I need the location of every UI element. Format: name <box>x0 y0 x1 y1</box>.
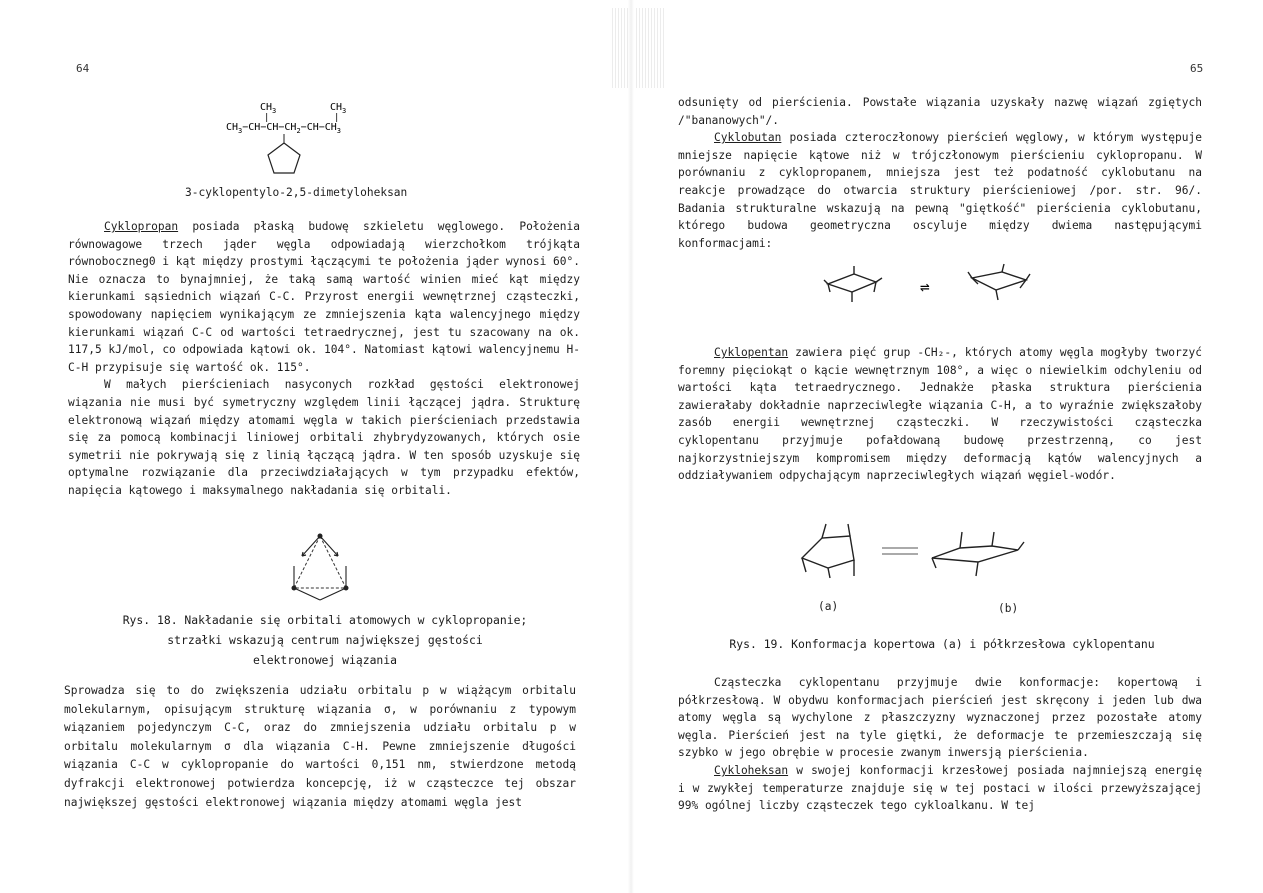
cyclobutane-conformer-2 <box>968 264 1030 300</box>
page-number: 65 <box>1190 62 1204 75</box>
equilibrium-lines <box>882 548 918 554</box>
paragraph-text: posiada płaską budowę szkieletu węglowego. Położenia równowagowe trzech jąder węgla odpowiadają wierzchołkom trójkąta równoboczneg0 i kąt między prostymi łączącymi te położenia jąder wynosi 60°. Nie oznacza to bynajmniej, że taką samą wartość winien mieć kąt między kierunkami sąsiednich wiązań C-C. Przyrost energii wewnętrznej cząsteczki, spowodowany napięciem wynikającym ze zmniejszenia kąta walencyjnego między kierunkami wiązań C-C od wartości tetraedrycznej, jest tu szacowany na ok. 117,5 kJ/mol, co odpowiada kątowi ok. 104°. Natomiast kątowi walencyjnemu H-C-H przypisuje się wartość ok. 115°. <box>68 220 580 374</box>
orbital-overlap-diagram <box>280 522 360 606</box>
term-cyclopentane: Cyklopentan <box>714 346 789 359</box>
cyclopentane-conformations <box>792 518 1052 588</box>
label-a: (a) <box>818 600 839 613</box>
caption-line: elektronowej wiązania <box>252 653 397 667</box>
right-page <box>632 0 1263 893</box>
half-chair-conformation <box>932 532 1024 576</box>
figure-caption <box>90 610 560 670</box>
paragraph <box>678 94 1202 252</box>
compound-name: 3-cyklopentylo-2,5-dimetyloheksan <box>185 186 408 199</box>
cyclobutane-conformations <box>822 262 1052 312</box>
envelope-conformation <box>802 524 854 578</box>
figure-caption: Rys. 19. Konformacja kopertowa (a) i półkrzesłowa cyklopentanu <box>729 637 1155 651</box>
main-chain: $CH_3-CH-CH-CH_2-CH-CH_3$ <box>226 122 342 135</box>
bond-mark: | <box>334 113 340 123</box>
cyclopentyl-ring <box>268 143 300 173</box>
paragraph: Sprowadza się to do zwiększenia udziału orbitalu p w wiążącym orbitalu molekularnym, opisującym strukturę wiązania σ, w porównaniu z typowym wiązaniem pojedynczym C-C, oraz do zmniejszenia udziału orbitalu p w orbitalu molekularnym σ dla wiązania C-H. Pewne zmniejszenie długości wiązania C-C w cyklopropanie do wartości 0,151 nm, stwierdzone metodą dyfrakcji elektronowej potwierdza koncepcję, iż w cząsteczce tej obszar największej gęstości elektronowej wiązania między atomami węgla jest <box>64 684 576 809</box>
term-cyclopropane: Cyklopropan <box>104 220 179 233</box>
caption-line: Rys. 18. Nakładanie się orbitali atomowych w cyklopropanie; <box>122 613 528 627</box>
paragraph-text: zawiera pięć grup -CH₂-, których atomy węgla mogłyby tworzyć foremny pięciokąt o kącie wewnętrznym 108°, a więc o niewielkim odchyleniu od wartości kąta tetraedrycznego. Jednakże płaska struktura pierścienia zawierałaby dokładnie naprzeciwległe wiązania C-H, a to wyraźnie zwiększałoby zasób energii wewnętrznej cząsteczki. W rzeczywistości cząsteczka cyklopentanu przyjmuje pofałdowaną budowę przestrzenną, co jest najkorzystniejszym kompromisem między deformacją kątów walencyjnych a oddziaływaniem odpychającym naprzeciwległych wiązań węgiel-wodór. <box>678 346 1202 483</box>
paragraph-text: Cząsteczka cyklopentanu przyjmuje dwie konformacje: kopertową i półkrzesłową. W obydwu konformacjach pierścień jest skręcony i jeden lub dwa atomy węgla są wychylone z płaszczyzny wyznaczonej przez pozostałe atomy węgla. Pierścień jest na tyle giętki, że deformacje te przemieszczają się szybko w jego obrębie w procesie zwanym inwersją pierścienia. <box>678 676 1202 760</box>
paragraph-text: posiada czteroczłonowy pierścień węglowy, w którym występuje mniejsze napięcie kątowe niż w trójczłonowym pierścieniu cyklopropanu. W porównaniu z cyklopropanem, mniejsza jest też podatność cyklobutanu na reakcje prowadzące do otwarcia struktury pierścieniowej /por. str. 96/. Badania strukturalne wskazują na pewną "giętkość" pierścienia cyklobutanu, którego budowa geometryczna oscyluje między dwiema następującymi konformacjami: <box>678 131 1202 250</box>
cyclobutane-conformer-1 <box>824 266 882 302</box>
paragraph <box>678 674 1202 815</box>
methyl-label: $CH_3$ <box>330 102 347 115</box>
paragraph-text: odsunięty od pierścienia. Powstałe wiązania uzyskały nazwę wiązań zgiętych /"bananowych"/. <box>678 96 1202 127</box>
paragraph-text: W małych pierścieniach nasyconych rozkład gęstości elektronowej wiązania nie musi być symetryczny względem linii łączącej jądra. Strukturę elektronową wiązań między atomami węgla w takich pierścieniach przedstawia się za pomocą kombinacji liniowej orbitali zhybrydyzowanych, których osie symetrii nie pokrywają się z linią łączącą jądra. W ten sposób uzyskuje się optymalne rozwiązanie dla przeciwdziałających w tym przypadku efektów, napięcia kątowego i maksymalnego nakładania się orbitali. <box>68 378 580 497</box>
equilibrium-arrow: ⇌ <box>920 277 930 296</box>
cyclopropane-triangle <box>294 536 346 588</box>
term-cyclobutane: Cyklobutan <box>714 131 782 145</box>
term-cyclohexane: Cykloheksan <box>714 763 789 777</box>
label-b: (b) <box>998 602 1019 615</box>
bond-mark: | <box>264 113 270 123</box>
paragraph <box>68 218 580 500</box>
left-page <box>0 0 631 893</box>
paragraph <box>678 344 1202 485</box>
arrow-heads <box>302 552 338 556</box>
paragraph-text: w swojej konformacji krzesłowej posiada najmniejszą energię i w zwykłej temperaturze znajduje się w tej postaci w ilości przewyższającej 99% ogólnej liczby cząsteczek tego cykloalkanu. W tej <box>678 763 1202 813</box>
structural-formula <box>214 98 384 178</box>
page-number: 64 <box>76 62 90 75</box>
orbital-arrows <box>294 536 346 600</box>
methyl-label: $CH_3$ <box>260 102 277 115</box>
caption-line: strzałki wskazują centrum największej gęstości <box>167 633 483 647</box>
